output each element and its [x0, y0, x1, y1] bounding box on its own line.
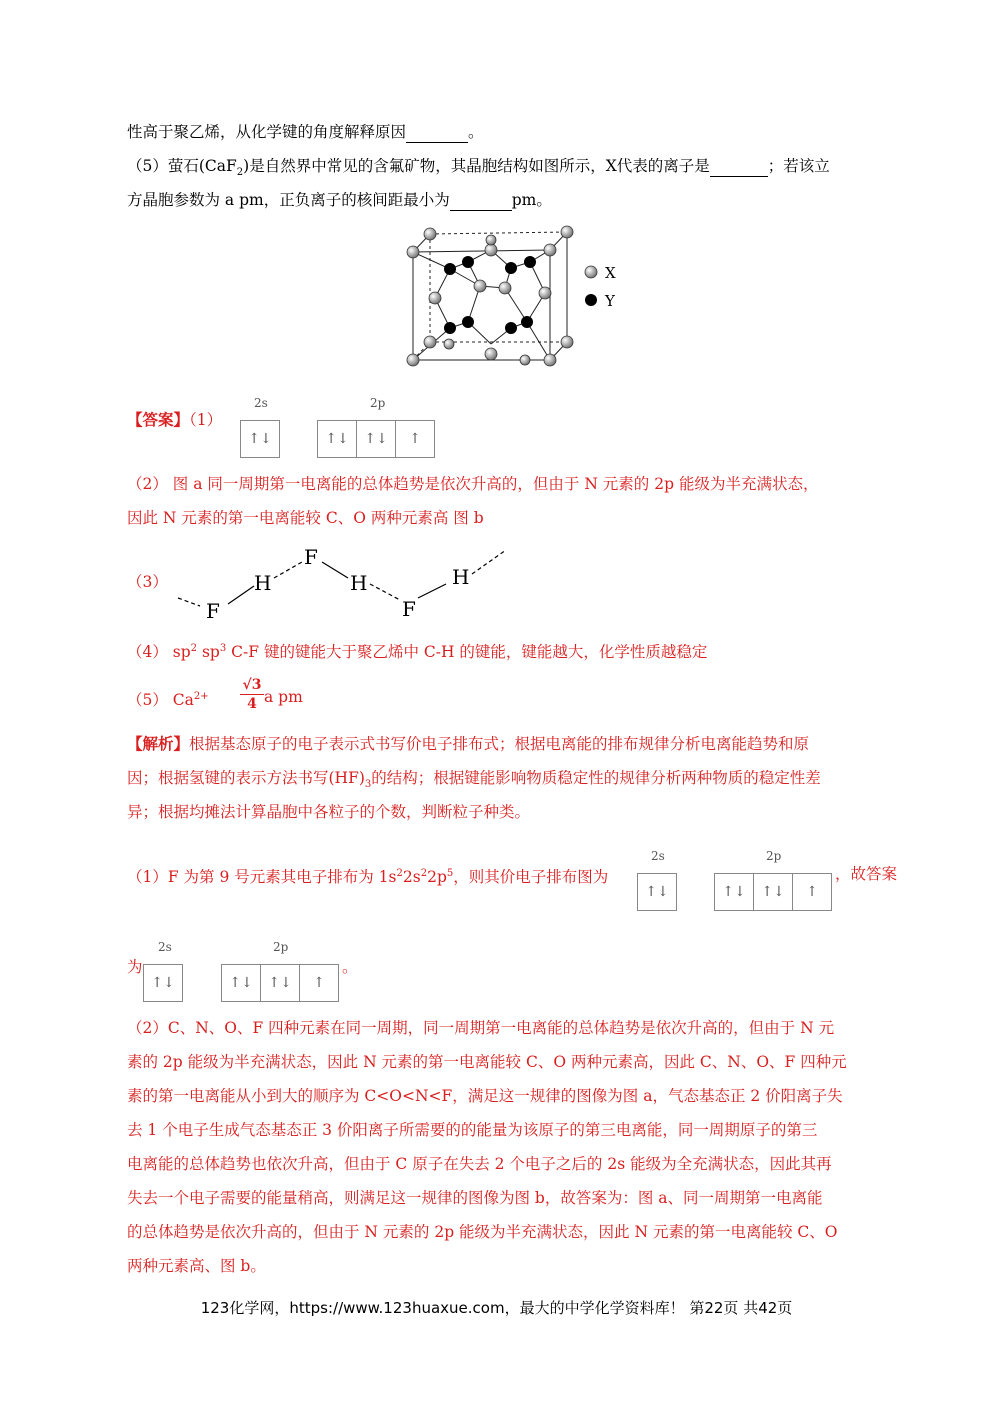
answer-blank: [710, 156, 768, 177]
hf-atom-f: F: [304, 545, 318, 569]
hf-atom-f: F: [402, 597, 416, 621]
legend-x: X: [605, 264, 616, 282]
answer-blank: [406, 122, 468, 143]
orbital-label-2s: 2s: [158, 940, 172, 954]
analysis-step2-line: 的总体趋势是依次升高的，但由于 N 元素的 2p 能级为半充满状态，因此 N 元素的第一电离能较 C、O: [127, 1223, 838, 1241]
question-5-line2: 方晶胞参数为 a pm，正负离子的核间距最小为 pm。: [127, 191, 552, 209]
analysis-line1: 【解析】根据基态原子的电子表示式书写价电子排布式；根据电离能的排布规律分析电离能趋势和原: [127, 734, 810, 753]
analysis-step2-line: 去 1 个电子生成气态基态正 3 价阳离子所需要的的能量为该原子的第三电离能，同一周期原子的第三: [127, 1121, 818, 1139]
orbital-label-2p: 2p: [370, 396, 386, 410]
answer-5-unit: a pm: [264, 688, 303, 706]
orbital-box-2p: ↑↓ ↑↓ ↑: [317, 420, 435, 458]
answer-2-line2: 因此 N 元素的第一电离能较 C、O 两种元素高 图 b: [127, 509, 484, 527]
answer-label: 【答案】: [127, 410, 190, 429]
analysis-step1-end: 。: [342, 958, 358, 976]
analysis-step1: （1）F 为第 9 号元素其电子排布为 $1s^22s^22p^5$，则其价电子排布图为: [127, 868, 609, 887]
analysis-step2-line: 素的第一电离能从小到大的顺序为 C<O<N<F，满足这一规律的图像为图 a，气态基态正 2 价阳离子失: [127, 1087, 843, 1105]
orbital-box-2s: ↑↓: [143, 964, 183, 1002]
analysis-label: 【解析】: [127, 734, 190, 753]
answer-3-label: （3）: [127, 573, 168, 591]
orbital-label-2s: 2s: [254, 396, 268, 410]
question-5-line1: （5）萤石(CaF$_2$)是自然界中常见的含氟矿物，其晶胞结构如图所示，X代表的离子是 ；若该立: [127, 157, 830, 179]
page-footer: 123化学网，https://www.123huaxue.com，最大的中学化学资料库！ 第22页 共42页: [200, 1299, 793, 1317]
answer-4: （4） $sp^2$ $sp^3$ C-F 键的键能大于聚乙烯中 C-H 的键能，键能越大，化学性质越稳定: [127, 643, 708, 662]
analysis-step2-line: 电离能的总体趋势也依次升高，但由于 C 原子在失去 2 个电子之后的 2s 能级为全充满状态，因此其再: [127, 1155, 832, 1173]
answer-2-line1: （2） 图 a 同一周期第一电离能的总体趋势是依次升高的，但由于 N 元素的 2p 能级为半充满状态，: [127, 475, 819, 493]
hf-atom-h: H: [254, 571, 272, 595]
crystal-cell-figure: [395, 222, 635, 372]
analysis-line2: 因；根据氢键的表示方法书写$(HF)_3$的结构；根据键能影响物质稳定性的规律分析两种物质的稳定性差: [127, 769, 821, 791]
analysis-step2-line: 失去一个电子需要的能量稍高，则满足这一规律的图像为图 b，故答案为：图 a、同一周期第一电离能: [127, 1189, 823, 1207]
answer-1: 【答案】（1）: [127, 410, 223, 429]
orbital-label-2p: 2p: [766, 849, 782, 863]
fraction-root3-over-4: √3 4: [240, 676, 264, 713]
orbital-label-2p: 2p: [273, 940, 289, 954]
orbital-box-2p: ↑↓ ↑↓ ↑: [221, 964, 339, 1002]
analysis-step2-line: 素的 2p 能级为半充满状态，因此 N 元素的第一电离能较 C、O 两种元素高，因此 C、N、O、F 四种元: [127, 1053, 847, 1071]
orbital-box-2p: ↑↓ ↑↓ ↑: [714, 873, 832, 911]
analysis-line3: 异；根据均摊法计算晶胞中各粒子的个数，判断粒子种类。: [127, 803, 531, 821]
question-4-tail: 性高于聚乙烯，从化学键的角度解释原因 。: [127, 123, 484, 141]
hf-atom-h: H: [350, 571, 368, 595]
legend-y: Y: [605, 292, 615, 310]
hf-chain-figure: [170, 540, 520, 625]
analysis-step1-tail: ，故答案: [835, 865, 898, 883]
orbital-box-2s: ↑↓: [637, 873, 677, 911]
analysis-step2-line: （2）C、N、O、F 四种元素在同一周期，同一周期第一电离能的总体趋势是依次升高的，但由于 N 元: [127, 1019, 835, 1037]
hf-atom-h: H: [452, 565, 470, 589]
analysis-step2-line: 两种元素高、图 b。: [127, 1257, 266, 1275]
hf-atom-f: F: [206, 599, 220, 623]
orbital-box-2s: ↑↓: [240, 420, 280, 458]
orbital-label-2s: 2s: [651, 849, 665, 863]
answer-blank: [450, 190, 512, 211]
analysis-step1-answer-prefix: 为: [127, 958, 143, 976]
answer-5: （5） $Ca^{2+}$: [127, 691, 209, 710]
